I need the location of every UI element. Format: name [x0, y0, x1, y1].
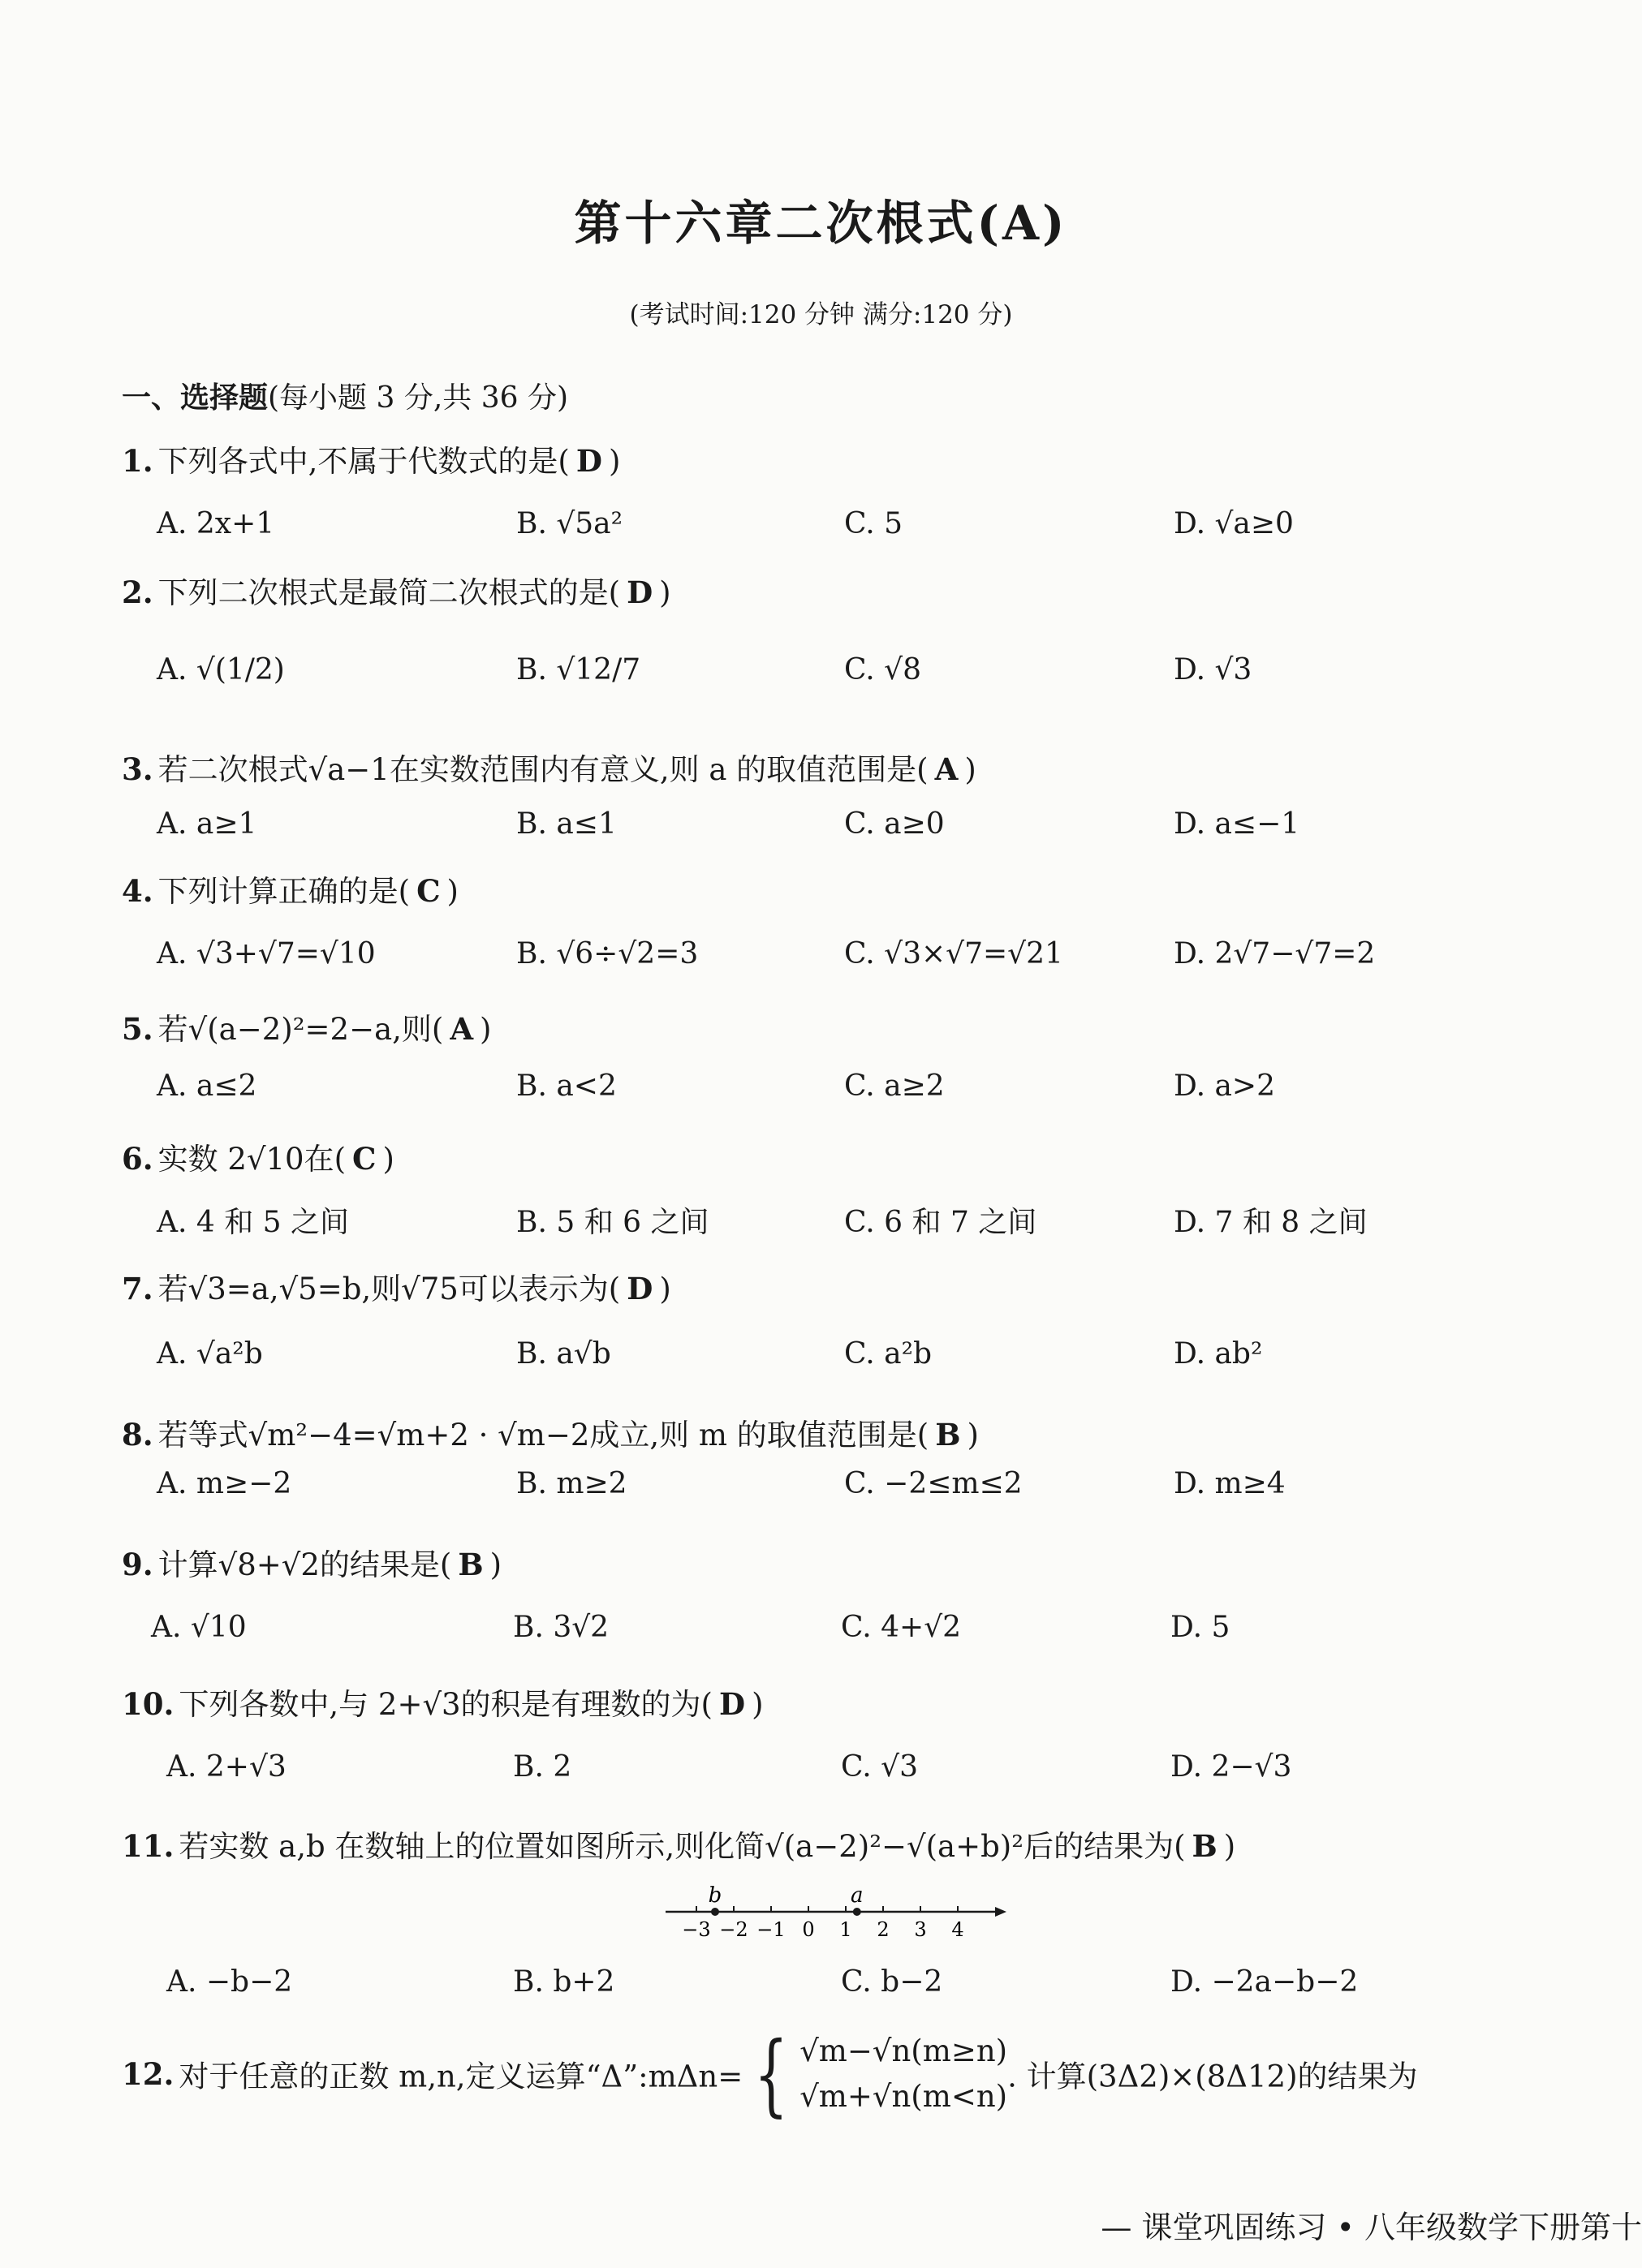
- question-3: [122, 745, 976, 789]
- question-1: [122, 437, 620, 480]
- answer: D: [575, 443, 602, 479]
- point-a-label: a: [851, 1883, 864, 1908]
- option-d: D. 2√7−√7=2: [1174, 937, 1376, 970]
- option-b: B. 2: [513, 1750, 572, 1784]
- option-c: C. √8: [844, 653, 921, 686]
- option-b: B. √12/7: [516, 653, 641, 686]
- question-6: [122, 1134, 394, 1178]
- tick-label: −1: [756, 1918, 786, 1941]
- answer: B: [935, 1417, 961, 1452]
- option-a: A. m≥−2: [157, 1467, 292, 1500]
- option-b: B. a<2: [516, 1069, 617, 1103]
- answer: A: [934, 751, 959, 787]
- option-a: A. 4 和 5 之间: [157, 1206, 350, 1239]
- answer: B: [458, 1547, 484, 1582]
- question-stem: 若√3=a,√5=b,则√75可以表示为(: [157, 1272, 621, 1306]
- option-b: B. a√b: [516, 1337, 611, 1371]
- question-number: 3.: [122, 751, 153, 787]
- option-b: B. √6÷√2=3: [516, 937, 699, 970]
- piecewise-cases: [799, 2029, 1007, 2119]
- section-label: 一、选择题: [122, 381, 269, 415]
- option-b: B. b+2: [513, 1965, 615, 1999]
- question-2: [122, 568, 671, 612]
- answer: D: [627, 1271, 653, 1306]
- question-number: 4.: [122, 873, 153, 909]
- paren-close: ): [967, 1418, 979, 1452]
- question-8: [122, 1410, 979, 1454]
- option-c: C. √3: [841, 1750, 918, 1784]
- answer: D: [719, 1686, 746, 1722]
- option-c: C. b−2: [841, 1965, 943, 1999]
- paren-close: ): [752, 1687, 764, 1722]
- option-c: C. 5: [844, 507, 903, 540]
- tick-label: 0: [802, 1918, 815, 1941]
- question-stem: 若等式√m²−4=√m+2 · √m−2成立,则 m 的取值范围是(: [157, 1418, 929, 1452]
- question-stem: 若二次根式√a−1在实数范围内有意义,则 a 的取值范围是(: [157, 752, 929, 787]
- paren-close: ): [382, 1142, 394, 1177]
- answer: D: [627, 575, 653, 610]
- question-stem: 若√(a−2)²=2−a,则(: [157, 1012, 444, 1047]
- answer: C: [352, 1141, 377, 1177]
- option-c: C. 4+√2: [841, 1611, 962, 1644]
- option-d: D. a≤−1: [1174, 807, 1300, 841]
- tick-label: 3: [914, 1918, 927, 1941]
- option-d: D. a>2: [1174, 1069, 1275, 1103]
- option-c: C. 6 和 7 之间: [844, 1206, 1037, 1239]
- option-a: A. √3+√7=√10: [157, 937, 376, 970]
- tick-label: −2: [719, 1918, 748, 1941]
- question-4: [122, 867, 459, 910]
- question-number: 8.: [122, 1417, 153, 1452]
- page-footer: — 课堂巩固练习 • 八年级数学下册第十: [1101, 2210, 1642, 2245]
- paren-close: ): [480, 1012, 492, 1047]
- paren-close: ): [1223, 1829, 1236, 1864]
- question-number: 9.: [122, 1547, 153, 1582]
- option-b: B. 5 和 6 之间: [516, 1206, 709, 1239]
- number-line-figure: [657, 1881, 1015, 1946]
- option-d: D. 2−√3: [1170, 1750, 1292, 1784]
- paren-close: ): [489, 1547, 502, 1582]
- option-d: D. −2a−b−2: [1170, 1965, 1359, 1999]
- point-a: [853, 1908, 861, 1916]
- point-b: [711, 1908, 719, 1916]
- tick-label: 1: [839, 1918, 852, 1941]
- answer: B: [1192, 1828, 1217, 1864]
- tick-label: −3: [682, 1918, 711, 1941]
- paren-close: ): [964, 752, 976, 787]
- question-stem: 若实数 a,b 在数轴上的位置如图所示,则化简√(a−2)²−√(a+b)²后的结果为(: [179, 1829, 1186, 1864]
- option-c: C. a≥0: [844, 807, 945, 841]
- option-d: D. m≥4: [1174, 1467, 1286, 1500]
- option-a: A. √10: [151, 1611, 247, 1644]
- option-a: A. a≤2: [157, 1069, 257, 1103]
- point-b-label: b: [708, 1883, 722, 1908]
- question-number: 11.: [122, 1828, 175, 1864]
- question-11: [122, 1822, 1235, 1866]
- section-heading: [122, 375, 568, 416]
- question-stem: 下列计算正确的是(: [157, 874, 411, 909]
- brace: {: [754, 2021, 789, 2126]
- question-number: 6.: [122, 1141, 153, 1177]
- question-stem: 对于任意的正数 m,n,定义运算“Δ”:mΔn=: [179, 2059, 743, 2094]
- paren-close: ): [608, 444, 621, 479]
- question-stem: 下列二次根式是最简二次根式的是(: [157, 575, 621, 610]
- option-c: C. a≥2: [844, 1069, 945, 1103]
- answer: C: [416, 873, 441, 909]
- question-9: [122, 1540, 502, 1584]
- case-2: √m+√n(m<n): [799, 2078, 1008, 2114]
- option-c: C. √3×√7=√21: [844, 937, 1063, 970]
- option-c: C. a²b: [844, 1337, 933, 1371]
- tick-label: 2: [877, 1918, 890, 1941]
- option-b: B. m≥2: [516, 1467, 627, 1500]
- question-10: [122, 1680, 764, 1724]
- question-number: 2.: [122, 575, 153, 610]
- question-stem-cont: . 计算(3Δ2)×(8Δ12)的结果为: [1007, 2059, 1418, 2094]
- option-b: B. a≤1: [516, 807, 617, 841]
- exam-info: (考试时间:120 分钟 满分:120 分): [629, 300, 1013, 329]
- option-b: B. √5a²: [516, 507, 623, 540]
- option-c: C. −2≤m≤2: [844, 1467, 1023, 1500]
- question-stem: 下列各式中,不属于代数式的是(: [157, 444, 570, 479]
- question-number: 5.: [122, 1011, 153, 1047]
- option-b: B. 3√2: [513, 1611, 610, 1644]
- question-number: 7.: [122, 1271, 153, 1306]
- option-a: A. 2+√3: [166, 1750, 287, 1784]
- question-number: 12.: [122, 2055, 175, 2092]
- option-a: A. −b−2: [166, 1965, 293, 1999]
- option-d: D. ab²: [1174, 1337, 1263, 1371]
- question-stem: 下列各数中,与 2+√3的积是有理数的为(: [179, 1687, 713, 1722]
- option-d: D. 5: [1170, 1611, 1230, 1644]
- paren-close: ): [659, 575, 671, 610]
- question-stem: 计算√8+√2的结果是(: [157, 1547, 452, 1582]
- question-7: [122, 1264, 671, 1308]
- number-line-arrow: [995, 1907, 1006, 1917]
- answer: A: [450, 1011, 474, 1047]
- section-note: (每小题 3 分,共 36 分): [268, 381, 569, 415]
- question-stem: 实数 2√10在(: [157, 1142, 347, 1177]
- option-d: D. 7 和 8 之间: [1174, 1206, 1368, 1239]
- paren-close: ): [659, 1272, 671, 1306]
- paren-close: ): [446, 874, 459, 909]
- option-d: D. √a≥0: [1174, 507, 1294, 540]
- option-a: A. √a²b: [157, 1337, 263, 1371]
- tick-label: 4: [951, 1918, 964, 1941]
- option-a: A. a≥1: [157, 807, 257, 841]
- option-a: A. √(1/2): [157, 653, 285, 686]
- option-a: A. 2x+1: [157, 507, 275, 540]
- case-1: √m−√n(m≥n): [799, 2033, 1008, 2068]
- question-12: [122, 2021, 1418, 2126]
- question-number: 10.: [122, 1686, 175, 1722]
- option-d: D. √3: [1174, 653, 1252, 686]
- page-title: 第十六章二次根式(A): [574, 196, 1068, 251]
- question-number: 1.: [122, 443, 153, 479]
- question-5: [122, 1005, 491, 1048]
